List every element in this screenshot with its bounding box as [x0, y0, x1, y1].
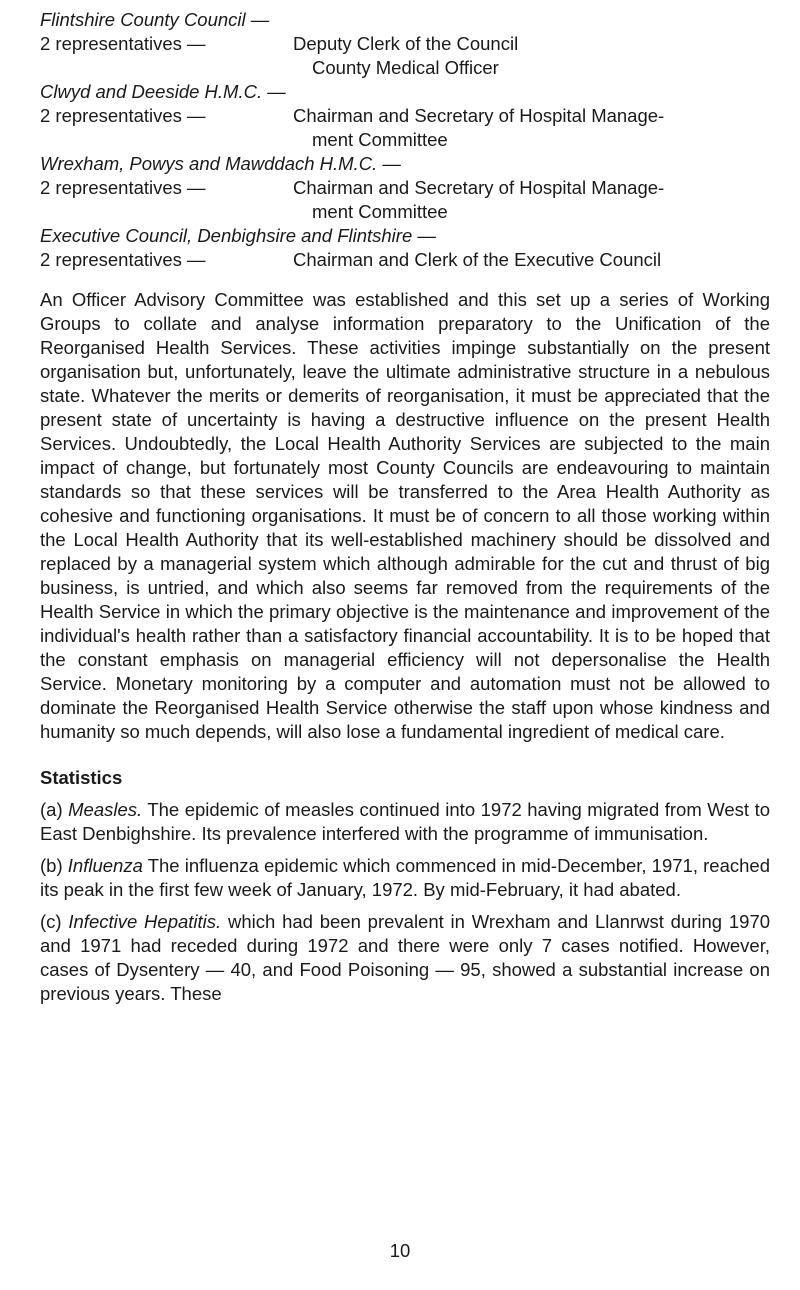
- statistics-heading: Statistics: [40, 767, 123, 788]
- rep-line: [40, 176, 770, 200]
- statistics-item: [40, 798, 770, 846]
- rep-line: [40, 104, 770, 128]
- rep-role: Chairman and Secretary of Hospital Manage-: [293, 177, 665, 198]
- body-heading: Executive Council, Denbighsire and Flintshire —: [40, 225, 436, 246]
- advisory-committee-paragraph: [40, 288, 770, 744]
- body-group: [40, 80, 770, 152]
- rep-role: Chairman and Clerk of the Executive Council: [293, 249, 662, 270]
- item-text: The epidemic of measles continued into 1972 having migrated from West to East Denbighshire. Its prevalence interfered with the programme of immunisation.: [40, 799, 770, 844]
- body-heading: Flintshire County Council —: [40, 9, 270, 30]
- rep-count: 2 representatives —: [40, 33, 206, 54]
- rep-line: [40, 248, 770, 272]
- rep-role: Deputy Clerk of the Council: [293, 33, 519, 54]
- rep-role: ment Committee: [312, 201, 448, 222]
- item-label: (a): [40, 799, 63, 820]
- body-group: [40, 224, 770, 272]
- statistics-item: [40, 854, 770, 902]
- statistics-item: [40, 910, 770, 1006]
- rep-line: [40, 32, 770, 56]
- item-text: The influenza epidemic which commenced in mid-December, 1971, reached its peak in the first few week of January, 1972. By mid-February, it had abated.: [40, 855, 770, 900]
- item-term: Infective Hepatitis.: [68, 911, 222, 932]
- item-text: which had been prevalent in Wrexham and Llanrwst during 1970 and 1971 had receded during 1972 and there were only 7 cases notified. However, cases of Dysentery — 40, and Food Poisoning — 95, showed a substantial increase on previous years. These: [40, 911, 771, 1004]
- rep-count: 2 representatives —: [40, 177, 206, 198]
- rep-role: Chairman and Secretary of Hospital Manage-: [293, 105, 665, 126]
- body-group: [40, 152, 770, 224]
- body-heading: Wrexham, Powys and Mawddach H.M.C. —: [40, 153, 401, 174]
- item-label: (c): [40, 911, 62, 932]
- body-heading: Clwyd and Deeside H.M.C. —: [40, 81, 286, 102]
- paragraph-text: An Officer Advisory Committee was established and this set up a series of Working Groups to collate and analyse information preparatory to the Unification of the Reorganised Health Services. These activities impinge substantially on the present organisation but, unfortunately, leave the ultimate administrative structure in a nebulous state. Whatever the merits or demerits of reorganisation, it must be appreciated that the present state of uncertainty is having a destructive influence on the present Health Services. Undoubtedly, the Local Health Authority Services are subjected to the main impact of change, but fortunately most County Councils are endeavouring to maintain standards so that these services will be transferred to the Area Health Authority as cohesive and functioning organisations. It must be of concern to all those working within the Local Health Authority that its well-established machinery should be dissolved and replaced by a managerial system which although admirable for the cut and thrust of big business, is untried, and which also seems far removed from the requirements of the Health Service in which the primary objective is the maintenance and improvement of the individual's health rather than a satisfactory financial accountability. It is to be hoped that the constant emphasis on managerial efficiency will not depersonalise the Health Service. Monetary monitoring by a computer and automation must not be allowed to dominate the Reorganised Health Service otherwise the staff upon whose kindness and humanity so much depends, will also lose a fundamental ingredient of medical care.: [40, 289, 770, 742]
- rep-role: County Medical Officer: [312, 57, 499, 78]
- rep-count: 2 representatives —: [40, 105, 206, 126]
- item-term: Influenza: [67, 855, 143, 876]
- item-label: (b): [40, 855, 63, 876]
- body-group: [40, 8, 770, 80]
- page-number: 10: [389, 1240, 411, 1261]
- rep-role: ment Committee: [312, 129, 448, 150]
- item-term: Measles.: [68, 799, 143, 820]
- document-page: [40, 8, 770, 1006]
- rep-count: 2 representatives —: [40, 249, 206, 270]
